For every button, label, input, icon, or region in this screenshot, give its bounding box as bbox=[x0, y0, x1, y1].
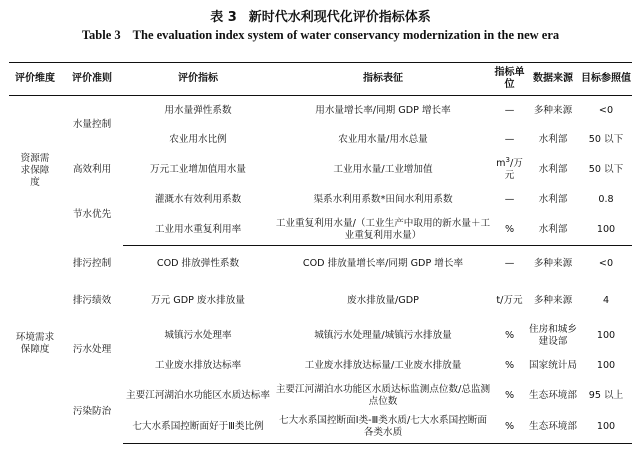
dimension-cell: 环境需求保障度 bbox=[15, 332, 55, 356]
unit-cell: % bbox=[504, 329, 515, 341]
expression-cell: 工业用水量/工业增加值 bbox=[333, 163, 433, 175]
indicator-cell: 工业用水重复利用率 bbox=[123, 214, 273, 246]
table-label-cn: 表 3 bbox=[210, 10, 237, 25]
header-criterion: 评价准则 bbox=[72, 73, 112, 84]
target-cell: 100 bbox=[580, 214, 632, 246]
criterion-cell: 节水优先 bbox=[72, 209, 112, 221]
environment-group bbox=[9, 246, 632, 444]
source-cell: 国家统计局 bbox=[529, 360, 577, 371]
source-cell: 多种来源 bbox=[533, 257, 573, 269]
expression-cell: 工业重复利用水量/（工业生产中取用的新水量＋工业重复利用水量） bbox=[273, 214, 493, 246]
evaluation-index-table bbox=[9, 62, 632, 444]
criterion-cell: 排污控制 bbox=[72, 257, 112, 269]
header-dimension: 评价维度 bbox=[15, 73, 55, 84]
source-cell: 生态环境部 bbox=[526, 412, 580, 444]
table-row bbox=[9, 320, 632, 352]
target-cell: 100 bbox=[580, 412, 632, 444]
criterion-cell: 排污绩效 bbox=[72, 294, 112, 306]
target-cell: 50 以下 bbox=[588, 133, 624, 145]
target-cell: 95 以上 bbox=[588, 390, 624, 401]
table-row bbox=[9, 154, 632, 185]
expression-cell: 用水量增长率/同期 GDP 增长率 bbox=[315, 104, 451, 116]
unit-cell: % bbox=[493, 412, 526, 444]
header-indicator: 评价指标 bbox=[178, 73, 218, 84]
unit-cell: — bbox=[504, 104, 515, 116]
indicator-cell: 万元 GDP 废水排放量 bbox=[151, 294, 245, 306]
indicator-cell: COD 排放弹性系数 bbox=[156, 257, 240, 269]
source-cell: 住房和城乡建设部 bbox=[529, 323, 577, 347]
expression-cell: 主要江河湖泊水功能区水质达标监测点位数/总监测点位数 bbox=[275, 384, 491, 407]
header-target: 目标参照值 bbox=[581, 73, 631, 84]
source-cell: 水利部 bbox=[538, 133, 568, 145]
table-row bbox=[9, 96, 632, 126]
target-cell: <0 bbox=[598, 257, 614, 269]
criterion-cell: 污染防治 bbox=[72, 405, 112, 417]
unit-cell: % bbox=[493, 214, 526, 246]
expression-cell: 废水排放量/GDP bbox=[347, 294, 419, 306]
unit-cell: % bbox=[504, 360, 515, 371]
indicator-cell: 工业废水排放达标率 bbox=[154, 360, 242, 371]
expression-cell: 农业用水量/用水总量 bbox=[338, 133, 428, 145]
header-expression: 指标表征 bbox=[363, 73, 403, 84]
dimension-cell: 资源需求保障度 bbox=[20, 152, 50, 188]
unit-cell: t/万元 bbox=[496, 294, 523, 306]
table-header bbox=[9, 63, 632, 96]
expression-cell: 工业废水排放达标量/工业废水排放量 bbox=[304, 360, 462, 371]
indicator-cell: 农业用水比例 bbox=[169, 133, 227, 145]
indicator-cell: 用水量弹性系数 bbox=[164, 104, 232, 116]
target-cell: 4 bbox=[602, 294, 610, 306]
unit-main: m bbox=[496, 157, 506, 169]
indicator-cell: 灌溉水有效利用系数 bbox=[154, 193, 242, 205]
resource-group bbox=[9, 96, 632, 246]
header-source: 数据来源 bbox=[533, 73, 573, 84]
source-cell: 水利部 bbox=[526, 214, 580, 246]
expression-cell: 渠系水利用系数*田间水利用系数 bbox=[313, 193, 453, 205]
indicator-cell: 万元工业增加值用水量 bbox=[150, 163, 246, 175]
criterion-cell: 水量控制 bbox=[72, 119, 112, 130]
table-row bbox=[9, 246, 632, 282]
target-cell: 100 bbox=[596, 329, 616, 341]
source-cell: 多种来源 bbox=[533, 294, 573, 306]
unit-cell: — bbox=[504, 133, 515, 145]
unit-tail: /万元 bbox=[504, 157, 523, 181]
target-cell: 50 以下 bbox=[588, 163, 624, 175]
expression-cell: 七大水系国控断面Ⅰ类-Ⅲ类水质/七大水系国控断面各类水质 bbox=[273, 412, 493, 444]
expression-cell: 城镇污水处理量/城镇污水排放量 bbox=[314, 329, 452, 341]
table-row bbox=[9, 282, 632, 320]
table-title-en bbox=[0, 28, 641, 43]
target-cell: 100 bbox=[596, 360, 616, 371]
source-cell: 多种来源 bbox=[533, 104, 573, 116]
indicator-cell: 七大水系国控断面好于Ⅲ类比例 bbox=[123, 412, 273, 444]
source-cell: 水利部 bbox=[538, 193, 568, 205]
header-unit: 指标单位 bbox=[494, 67, 525, 90]
unit-cell: — bbox=[504, 257, 515, 269]
table-row bbox=[9, 185, 632, 214]
unit-cell bbox=[493, 154, 526, 185]
table-title-text-cn: 新时代水利现代化评价指标体系 bbox=[248, 10, 431, 25]
table-title-text-en: The evaluation index system of water conservancy modernization in the new era bbox=[132, 28, 560, 42]
criterion-cell: 高效利用 bbox=[72, 163, 112, 175]
expression-cell: COD 排放量增长率/同期 GDP 增长率 bbox=[302, 257, 464, 269]
unit-cell: % bbox=[504, 390, 515, 401]
table-title-cn bbox=[0, 6, 641, 25]
indicator-cell: 城镇污水处理率 bbox=[164, 329, 232, 341]
table-label-en: Table 3 bbox=[81, 28, 121, 42]
criterion-cell: 污水处理 bbox=[72, 344, 112, 355]
unit-superscript: 3 bbox=[505, 155, 510, 164]
target-cell: <0 bbox=[598, 104, 614, 116]
table-row bbox=[9, 381, 632, 412]
source-cell: 生态环境部 bbox=[529, 390, 577, 401]
unit-cell: — bbox=[504, 193, 515, 205]
target-cell: 0.8 bbox=[598, 193, 614, 205]
source-cell: 水利部 bbox=[538, 163, 568, 175]
indicator-cell: 主要江河湖泊水功能区水质达标率 bbox=[126, 390, 270, 401]
